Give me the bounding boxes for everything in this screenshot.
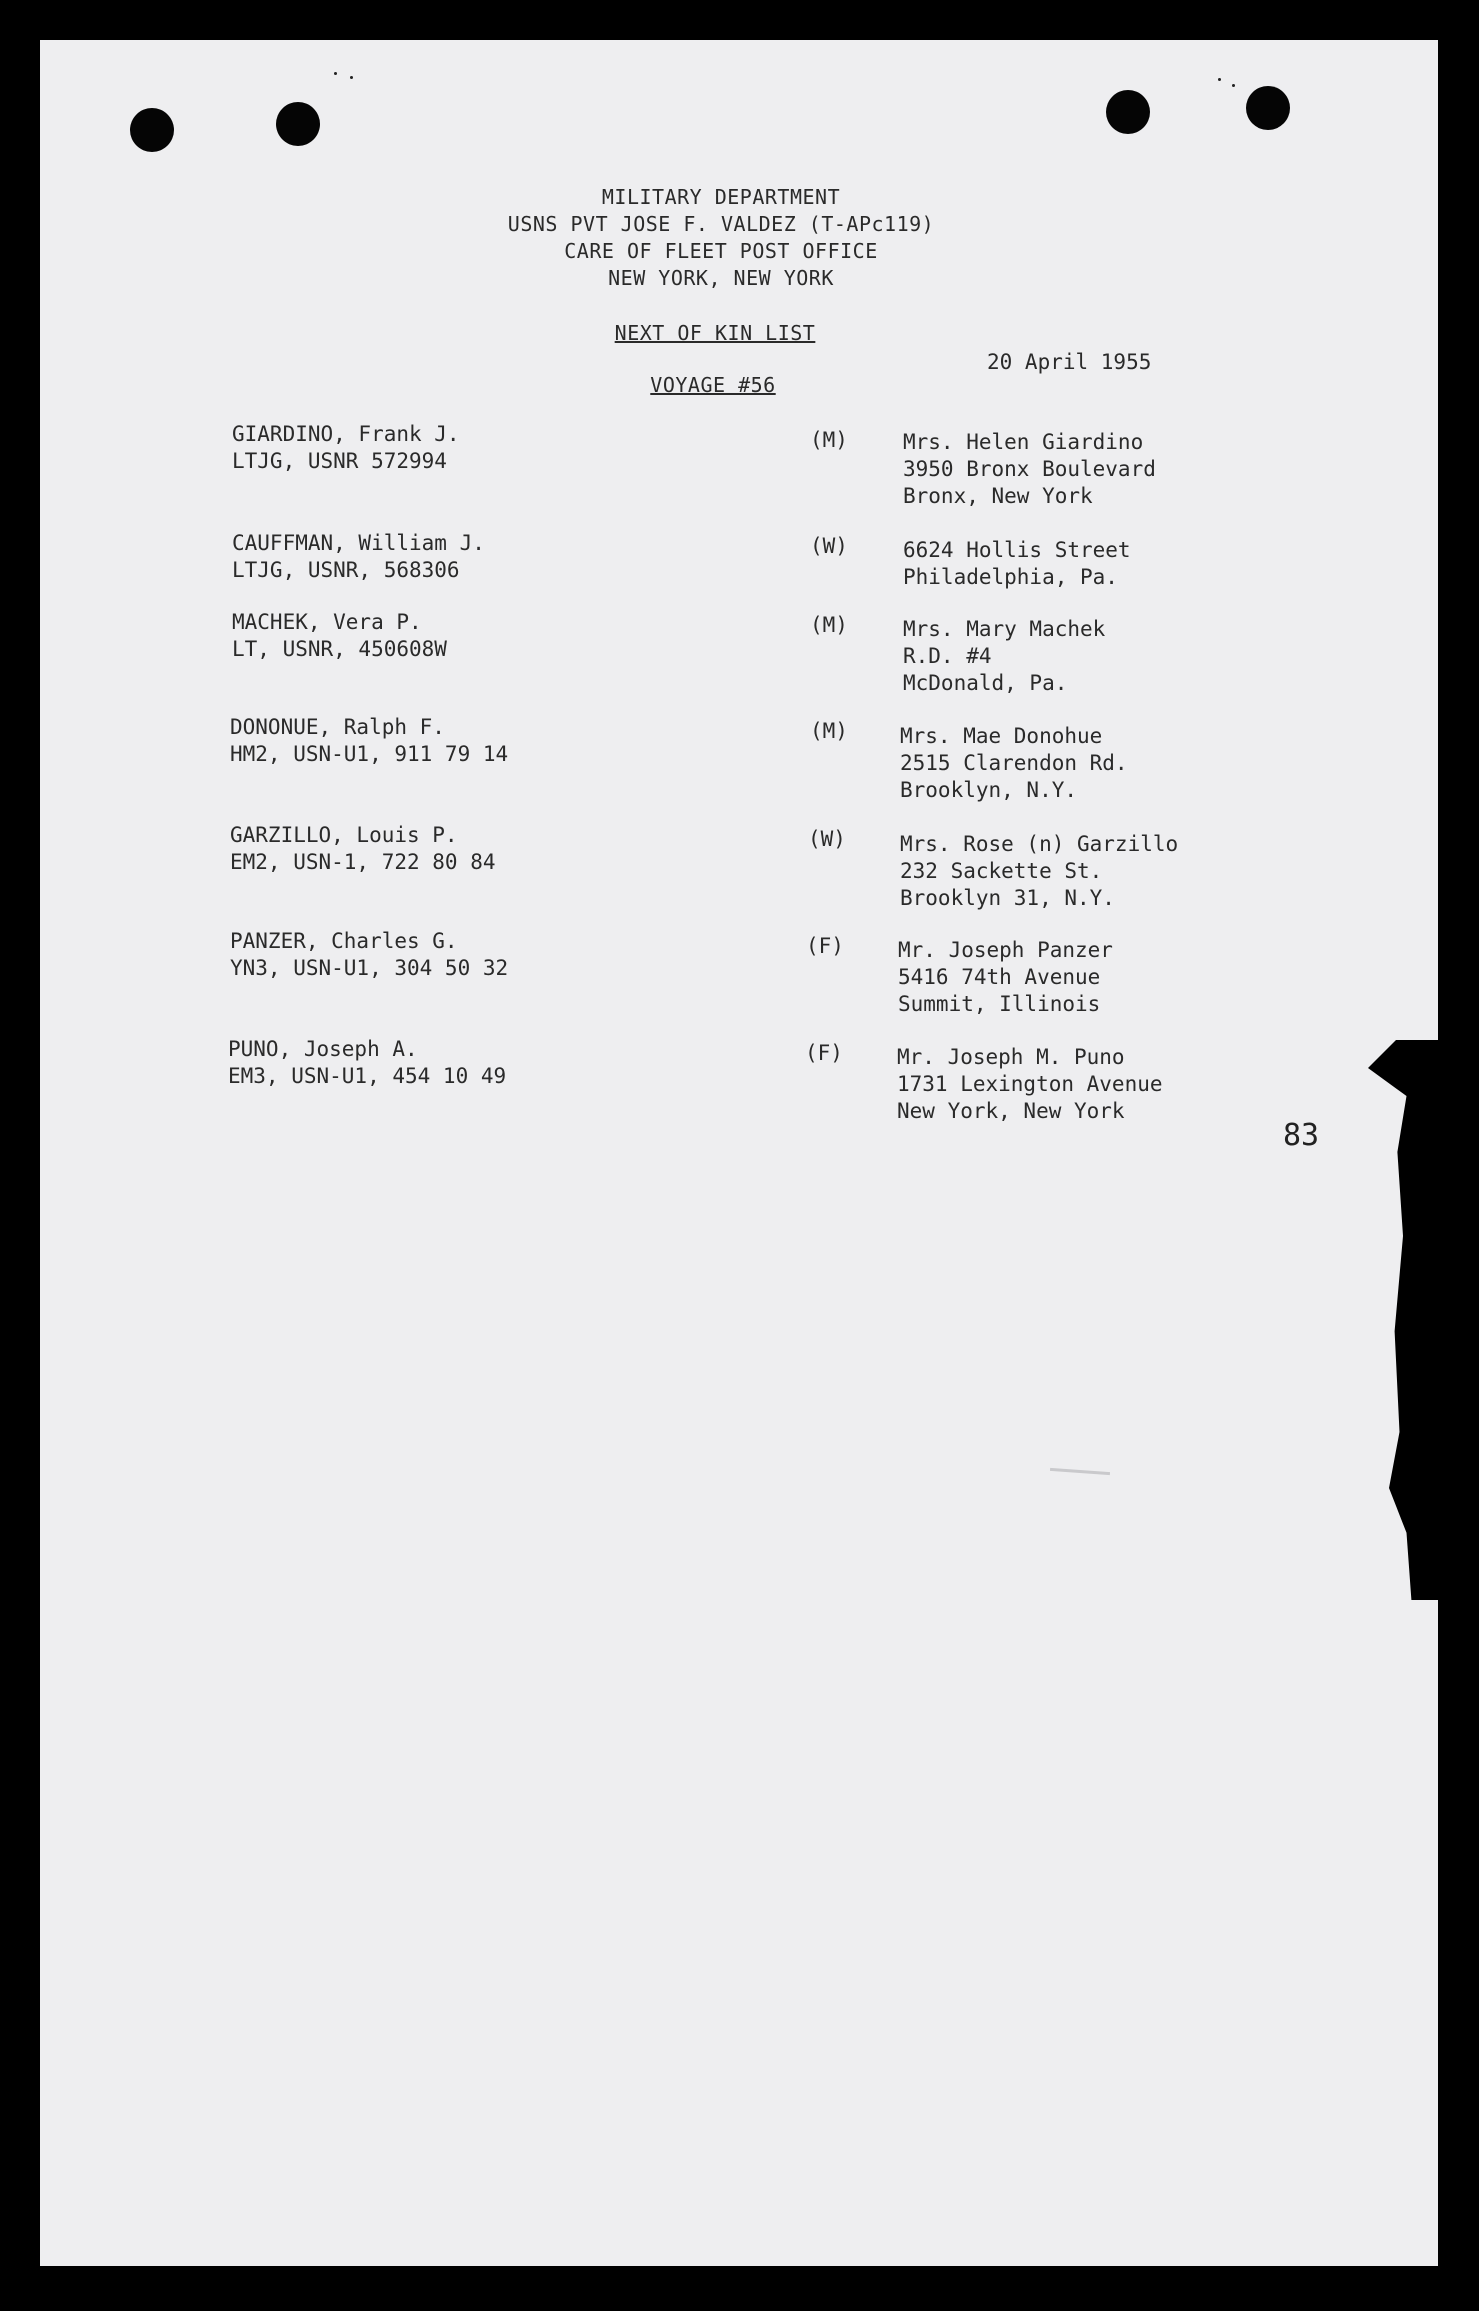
address-line: 3950 Bronx Boulevard: [903, 457, 1156, 481]
faint-mark: [1050, 1468, 1110, 1475]
punch-hole-right-2: [1246, 86, 1290, 130]
entry-person: [230, 928, 508, 982]
address-line: Brooklyn, N.Y.: [900, 778, 1078, 802]
punch-hole-left-1: [130, 108, 174, 152]
entry-relation: (F): [806, 934, 844, 958]
entry-name: DONONUE, Ralph F.: [230, 715, 445, 739]
address-line: Mrs. Rose (n) Garzillo: [900, 832, 1179, 856]
entry-address: [900, 831, 1178, 912]
entry-name: PANZER, Charles G.: [230, 929, 458, 953]
entry-name: MACHEK, Vera P.: [232, 610, 422, 634]
address-line: 232 Sackette St.: [900, 859, 1103, 883]
address-line: Mr. Joseph M. Puno: [897, 1045, 1125, 1069]
entry-rank: EM2, USN-1, 722 80 84: [230, 850, 496, 874]
address-line: R.D. #4: [903, 644, 992, 668]
entry-person: [230, 822, 496, 876]
header-line-4: NEW YORK, NEW YORK: [608, 266, 834, 290]
entry-relation: (W): [810, 534, 848, 558]
entry-rank: YN3, USN-U1, 304 50 32: [230, 956, 509, 980]
entry-rank: LT, USNR, 450608W: [232, 637, 447, 661]
document-date: 20 April 1955: [987, 350, 1152, 374]
address-line: Summit, Illinois: [898, 992, 1101, 1016]
entry-relation: (W): [808, 827, 846, 851]
entry-rank: LTJG, USNR, 568306: [232, 558, 460, 582]
entry-address: [903, 537, 1131, 591]
speck: [350, 76, 353, 79]
entry-rank: LTJG, USNR 572994: [232, 449, 447, 473]
punch-hole-left-2: [276, 102, 320, 146]
address-line: McDonald, Pa.: [903, 671, 1068, 695]
entry-name: PUNO, Joseph A.: [228, 1037, 418, 1061]
address-line: Philadelphia, Pa.: [903, 565, 1118, 589]
address-line: 6624 Hollis Street: [903, 538, 1131, 562]
entry-relation: (F): [805, 1041, 843, 1065]
speck: [1232, 84, 1235, 87]
header-line-3: CARE OF FLEET POST OFFICE: [564, 239, 878, 263]
address-line: Mrs. Mae Donohue: [900, 724, 1103, 748]
address-line: Mrs. Helen Giardino: [903, 430, 1144, 454]
entry-address: [897, 1044, 1163, 1125]
address-line: Mr. Joseph Panzer: [898, 938, 1113, 962]
entry-rank: HM2, USN-U1, 911 79 14: [230, 742, 509, 766]
entry-address: [900, 723, 1128, 804]
address-line: 2515 Clarendon Rd.: [900, 751, 1128, 775]
entry-person: [232, 609, 447, 663]
entry-person: [232, 421, 460, 475]
address-line: New York, New York: [897, 1099, 1125, 1123]
header-line-2: USNS PVT JOSE F. VALDEZ (T-APc119): [507, 212, 935, 236]
address-line: Bronx, New York: [903, 484, 1093, 508]
torn-edge: [1368, 1040, 1438, 1600]
list-title: NEXT OF KIN LIST: [614, 321, 816, 345]
speck: [1218, 78, 1221, 81]
address-line: Brooklyn 31, N.Y.: [900, 886, 1115, 910]
voyage-label: VOYAGE #56: [650, 373, 776, 397]
entry-relation: (M): [810, 719, 848, 743]
entry-address: [903, 616, 1105, 697]
punch-hole-right-1: [1106, 90, 1150, 134]
entry-rank: EM3, USN-U1, 454 10 49: [228, 1064, 507, 1088]
page-number: 83: [1283, 1118, 1320, 1153]
header-line-1: MILITARY DEPARTMENT: [601, 185, 841, 209]
entry-relation: (M): [810, 428, 848, 452]
speck: [334, 72, 337, 75]
address-line: 1731 Lexington Avenue: [897, 1072, 1163, 1096]
entry-name: GIARDINO, Frank J.: [232, 422, 460, 446]
entry-address: [903, 429, 1156, 510]
entry-person: [230, 714, 508, 768]
entry-name: CAUFFMAN, William J.: [232, 531, 485, 555]
entry-address: [898, 937, 1113, 1018]
entry-person: [228, 1036, 506, 1090]
address-line: 5416 74th Avenue: [898, 965, 1101, 989]
address-line: Mrs. Mary Machek: [903, 617, 1106, 641]
entry-relation: (M): [810, 613, 848, 637]
entry-person: [232, 530, 485, 584]
entry-name: GARZILLO, Louis P.: [230, 823, 458, 847]
